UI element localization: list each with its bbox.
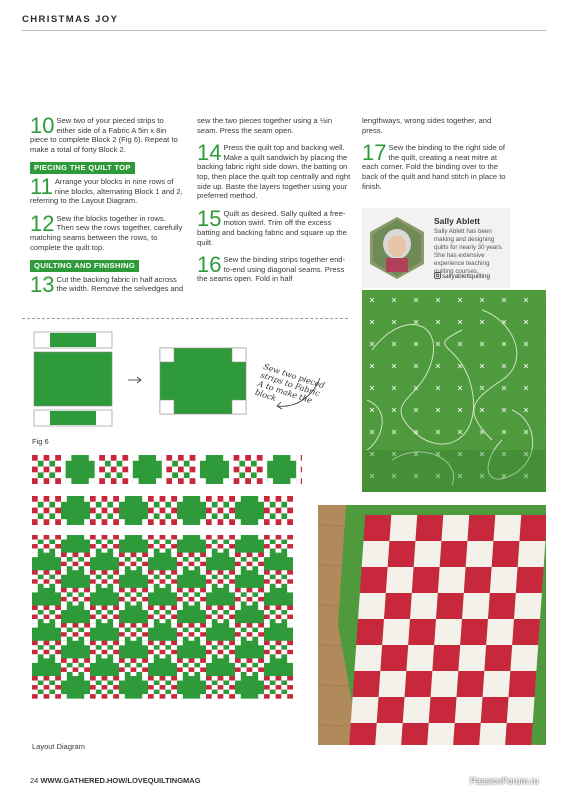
step-number: 12 [30,210,55,236]
quilt-block-2 [119,496,148,525]
photo-check-square [349,723,377,745]
quilt-block-1 [301,455,302,484]
photo-check-square [466,541,494,567]
photo-check-square [377,697,405,723]
figure-divider [22,318,348,319]
photo-check-square [509,671,537,697]
quilt-block-1 [264,496,293,525]
designer-social-handle: sallyablettquilting [442,273,490,280]
photo-check-square [486,619,514,645]
photo-check-square [388,541,416,567]
photo-check-square [405,671,433,697]
designer-portrait-photo [368,216,426,280]
photo-check-square [510,645,538,671]
quilt-block-2 [235,496,264,525]
layout-blocks-row-joined [32,496,293,525]
quilt-block-1 [206,676,235,699]
site-watermark: PassionForum.ru [470,776,539,786]
page-number: 24 [30,776,39,785]
photo-check-square [414,541,442,567]
photo-check-square [403,697,431,723]
step-text: Cut the backing fabric in half across the width. Remove the selvedges and [56,274,184,294]
section-heading-piecing: PIECING THE QUILT TOP [30,162,135,174]
quilt-block-2 [119,676,148,699]
step-text: Sew two of your pieced strips to either side of a Fabric A 5in x 8in piece to complete Block 2 (Fig 6). Repeat to make a total of forty Block 2. [30,116,178,154]
photo-check-square [438,567,466,593]
photo-check-square [356,619,384,645]
photo-check-square [432,645,460,671]
photo-check-square [507,697,535,723]
designer-bio-text: Sally Ablett has been making and designing quilts for nearly 30 years. She has extensive experience teaching quilting courses. [434,228,504,275]
quilt-block-1 [32,676,61,699]
step-number: 17 [362,140,387,166]
header-divider [22,30,546,31]
magazine-section-title: CHRISTMAS JOY [22,14,119,25]
layout-diagram [32,455,302,740]
photo-check-square [384,593,412,619]
photo-check-square [518,541,546,567]
photo-check-square [484,645,512,671]
photo-check-square [462,593,490,619]
photo-check-square [514,593,542,619]
photo-check-square [441,515,469,541]
step-17 [362,140,510,191]
photo-check-square [427,723,455,745]
quilt-block-1 [32,496,61,525]
photo-check-square [401,723,429,745]
step-16-continued: lengthways, wrong sides together, and press. [362,116,492,135]
quilt-block-2 [235,676,264,699]
quilt-block-1 [90,676,119,699]
layout-full-quilt [32,535,293,699]
text-column-3 [362,116,510,199]
arrow-icon [128,377,141,383]
step-number: 14 [197,140,222,166]
quilt-block-1 [99,455,128,484]
step-13-continued: sew the two pieces together using a ½in seam. Press the seam open. [197,116,333,135]
step-text: Sew the blocks together in rows. Then sew the rows together, carefully matching seams between the rows, to complete the quilt top. [30,213,183,252]
quilt-block-2 [177,676,206,699]
step-16 [197,252,353,284]
photo-check-square [351,697,379,723]
quilt-block-1 [32,455,61,484]
page-footer [30,776,201,785]
quilt-block-2 [66,455,95,484]
text-column-1 [30,113,184,302]
photo-check-square [460,619,488,645]
checkered-quilt-corner-photo [318,505,546,745]
photo-check-square [382,619,410,645]
fig6-annotation: Sew two pieced strips to Fabric A to make the block [253,362,326,406]
quilt-block-2 [61,676,90,699]
step-12 [30,210,184,252]
text-column-2 [197,116,353,292]
step-text: Quilt as desired. Sally quilted a free-motion swirl. Trim off the excess batting and backing fabric and square up the quilt. [197,208,347,247]
photo-check-square [467,515,495,541]
step-10 [30,113,184,154]
quilt-block-1 [148,676,177,699]
photo-check-square [483,671,511,697]
photo-check-square [363,515,391,541]
photo-check-square [353,671,381,697]
photo-check-square [479,723,507,745]
step-number: 16 [197,252,222,278]
photo-check-square [412,567,440,593]
quilt-block-2 [267,455,296,484]
quilt-block-2 [200,455,229,484]
photo-check-square [505,723,533,745]
photo-check-square [358,593,386,619]
photo-check-square [436,593,464,619]
photo-check-square [380,645,408,671]
instagram-icon [434,272,441,279]
photo-check-square [434,619,462,645]
step-14 [197,140,353,201]
photo-check-square [455,697,483,723]
photo-check-square [481,697,509,723]
quilt-block-1 [166,455,195,484]
photo-check-square [488,593,516,619]
photo-check-square [429,697,457,723]
step-number: 10 [30,113,55,138]
step-15 [197,205,353,247]
photo-check-square [457,671,485,697]
photo-check-square [379,671,407,697]
photo-check-square [490,567,518,593]
quilt-block-1 [148,496,177,525]
step-text: Sew the binding strips together end-to-end using diagonal seams. Press the seams open. Fold in half [197,255,346,284]
quilt-block-2 [133,455,162,484]
photo-check-square [516,567,544,593]
quilt-block-1 [264,676,293,699]
photo-check-square [431,671,459,697]
photo-check-square [458,645,486,671]
photo-check-square [415,515,443,541]
fig6-caption: Fig 6 [32,437,49,446]
quilt-block-1 [206,496,235,525]
photo-check-square [440,541,468,567]
step-text: Arrange your blocks in nine rows of nine blocks, alternating Block 1 and 2, referring to the Layout Diagram. [30,176,183,206]
quilt-block-2 [61,496,90,525]
photo-check-square [375,723,403,745]
photo-check-square [362,541,390,567]
photo-check-square [389,515,417,541]
quilt-block-1 [90,496,119,525]
photo-check-square [354,645,382,671]
green-quilt-detail-photo [362,290,546,492]
photo-check-square [493,515,521,541]
photo-check-square [386,567,414,593]
photo-check-square [360,567,388,593]
section-heading-quilting: QUILTING AND FINISHING [30,260,139,272]
designer-name: Sally Ablett [434,216,480,226]
photo-check-square [453,723,481,745]
photo-check-square [492,541,520,567]
photo-check-square [408,619,436,645]
step-number: 11 [30,173,53,199]
quilt-block-1 [234,455,263,484]
layout-blocks-row-separated [32,455,302,484]
step-number: 15 [197,205,222,231]
step-11 [30,173,184,206]
fig6-finished-block [160,348,246,414]
step-13 [30,271,184,297]
quilt-block-2 [177,496,206,525]
step-number: 13 [30,271,55,297]
photo-check-square [464,567,492,593]
step-text: Sew the binding to the right side of the quilt, creating a neat mitre at each corner. Fold the binding over to the back of the quilt and hand stitch in place to finish. [362,143,506,191]
layout-diagram-caption: Layout Diagram [32,742,85,751]
fig6-exploded-block [34,332,112,426]
photo-check-square [410,593,438,619]
magazine-url: WWW.GATHERED.HOW/LOVEQUILTINGMAG [40,776,201,785]
photo-check-square [406,645,434,671]
step-text: Press the quilt top and backing well. Make a quilt sandwich by placing the backing fabric right side down, the batting on top, then place the quilt top centrally and right side up. Baste the layers together using your preferred method. [197,143,351,201]
photo-check-square [512,619,540,645]
photo-check-square [519,515,546,541]
